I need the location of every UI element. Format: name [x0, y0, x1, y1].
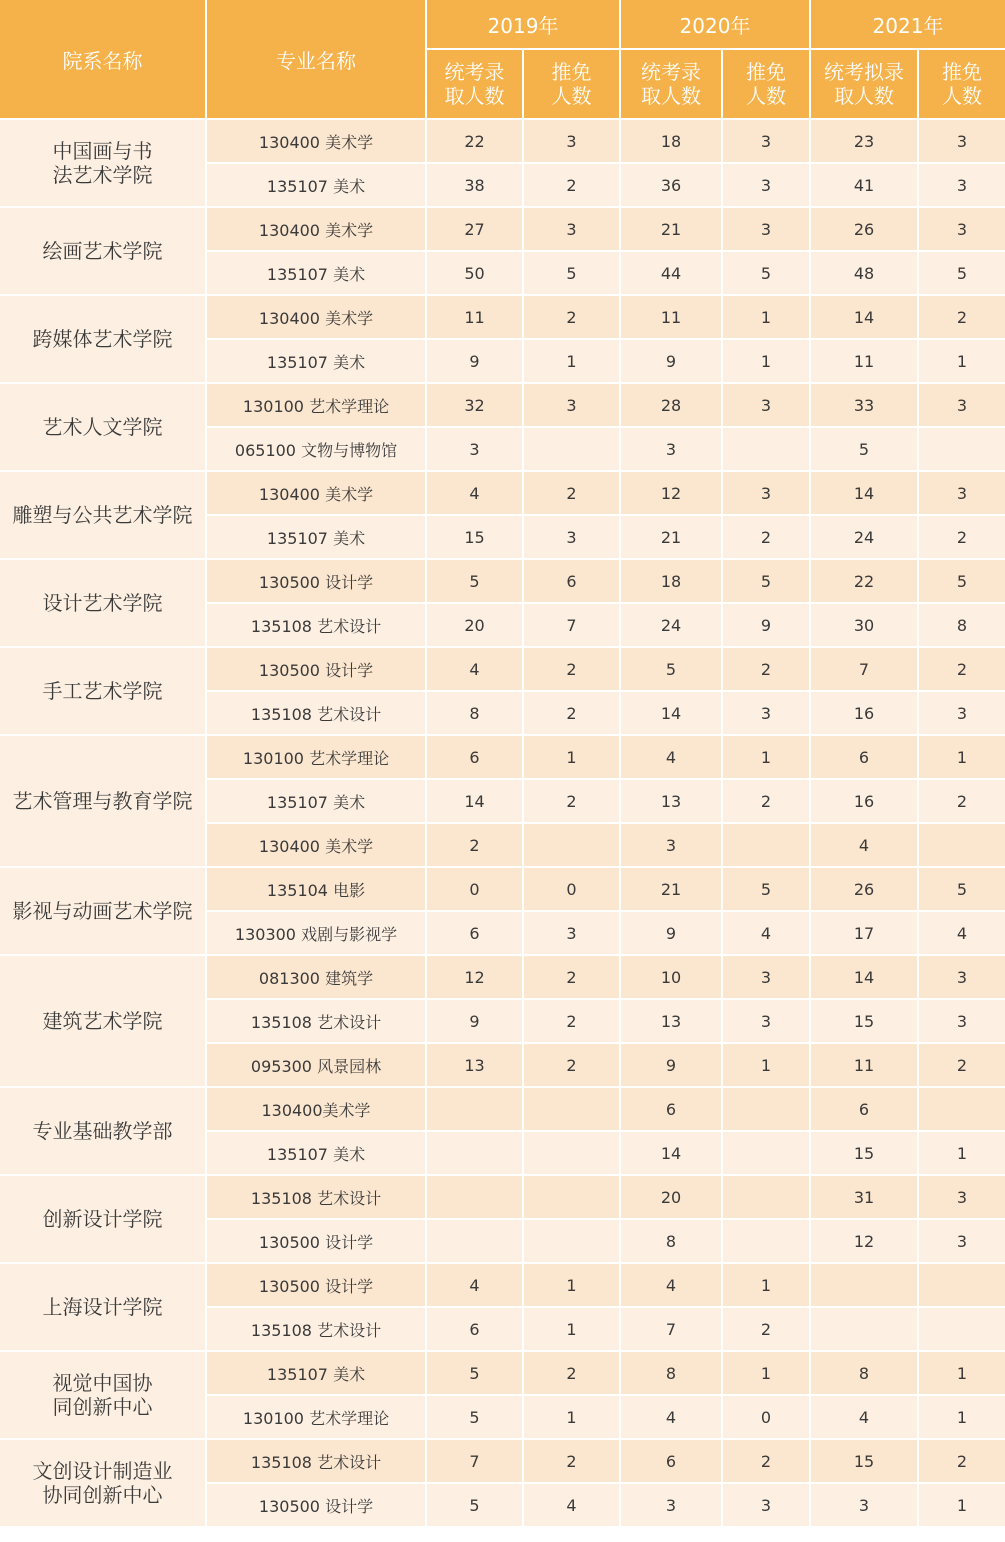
dept-name-cell — [0, 1440, 207, 1528]
value-cell: 4 — [427, 472, 524, 516]
value-cell: 5 — [919, 868, 1005, 912]
value-cell: 3 — [919, 692, 1005, 736]
dept-name-cell — [0, 208, 207, 296]
dept-name-cell — [0, 736, 207, 868]
value-cell: 3 — [919, 208, 1005, 252]
value-cell: 5 — [723, 868, 811, 912]
header-sub: 推免 人数 — [723, 50, 811, 120]
dept-name-cell — [0, 1088, 207, 1176]
major-cell: 130500 设计学 — [207, 1484, 427, 1528]
major-cell: 135107 美术 — [207, 1132, 427, 1176]
value-cell: 2 — [723, 1308, 811, 1352]
value-cell: 1 — [723, 1264, 811, 1308]
value-cell — [524, 1088, 621, 1132]
value-cell: 1 — [723, 1044, 811, 1088]
value-cell: 3 — [919, 120, 1005, 164]
major-cell: 135107 美术 — [207, 252, 427, 296]
major-cell: 065100 文物与博物馆 — [207, 428, 427, 472]
value-cell: 3 — [621, 1484, 723, 1528]
dept-name-line: 法艺术学院 — [52, 163, 153, 187]
value-cell: 2 — [524, 780, 621, 824]
table-row — [0, 120, 1005, 164]
dept-name-line: 设计艺术学院 — [42, 591, 163, 615]
value-cell — [723, 428, 811, 472]
dept-name-line: 艺术管理与教育学院 — [12, 789, 193, 813]
value-cell: 9 — [621, 340, 723, 384]
major-cell: 130400 美术学 — [207, 296, 427, 340]
dept-name-line: 视觉中国协 — [52, 1371, 153, 1395]
value-cell: 15 — [811, 1132, 919, 1176]
value-cell: 8 — [621, 1352, 723, 1396]
value-cell: 9 — [723, 604, 811, 648]
value-cell: 2 — [524, 1000, 621, 1044]
dept-name-line: 中国画与书 — [52, 139, 153, 163]
value-cell: 48 — [811, 252, 919, 296]
value-cell: 7 — [811, 648, 919, 692]
value-cell — [919, 1308, 1005, 1352]
table-row — [0, 868, 1005, 912]
dept-name-line: 艺术人文学院 — [42, 415, 163, 439]
value-cell: 20 — [621, 1176, 723, 1220]
value-cell: 5 — [427, 560, 524, 604]
value-cell: 5 — [427, 1352, 524, 1396]
value-cell: 6 — [427, 1308, 524, 1352]
table-row — [0, 1352, 1005, 1396]
value-cell: 1 — [723, 736, 811, 780]
value-cell: 11 — [811, 1044, 919, 1088]
dept-name-cell — [0, 472, 207, 560]
value-cell: 2 — [919, 516, 1005, 560]
value-cell: 5 — [919, 560, 1005, 604]
dept-name-line: 文创设计制造业 — [32, 1459, 173, 1483]
value-cell: 21 — [621, 868, 723, 912]
value-cell: 30 — [811, 604, 919, 648]
value-cell: 4 — [621, 1264, 723, 1308]
value-cell: 24 — [811, 516, 919, 560]
dept-name-line: 协同创新中心 — [42, 1483, 163, 1507]
value-cell: 4 — [621, 1396, 723, 1440]
value-cell — [524, 428, 621, 472]
value-cell: 2 — [524, 472, 621, 516]
value-cell: 2 — [919, 1044, 1005, 1088]
value-cell: 7 — [621, 1308, 723, 1352]
value-cell: 7 — [524, 604, 621, 648]
value-cell: 22 — [427, 120, 524, 164]
value-cell: 2 — [427, 824, 524, 868]
major-cell: 130100 艺术学理论 — [207, 736, 427, 780]
value-cell: 10 — [621, 956, 723, 1000]
value-cell: 2 — [524, 956, 621, 1000]
major-cell: 135107 美术 — [207, 780, 427, 824]
value-cell: 14 — [621, 1132, 723, 1176]
major-cell: 135108 艺术设计 — [207, 604, 427, 648]
value-cell: 18 — [621, 560, 723, 604]
value-cell: 3 — [524, 384, 621, 428]
dept-name-cell — [0, 384, 207, 472]
value-cell: 1 — [524, 736, 621, 780]
major-cell: 135104 电影 — [207, 868, 427, 912]
value-cell: 23 — [811, 120, 919, 164]
value-cell: 1 — [723, 340, 811, 384]
major-cell: 135108 艺术设计 — [207, 1440, 427, 1484]
value-cell — [811, 1308, 919, 1352]
major-cell: 130400 美术学 — [207, 824, 427, 868]
value-cell: 3 — [919, 1176, 1005, 1220]
value-cell: 36 — [621, 164, 723, 208]
header-year-2020: 2020年 — [621, 0, 811, 50]
dept-name-cell — [0, 1352, 207, 1440]
value-cell: 14 — [621, 692, 723, 736]
value-cell: 16 — [811, 692, 919, 736]
value-cell: 28 — [621, 384, 723, 428]
value-cell: 6 — [524, 560, 621, 604]
value-cell: 3 — [919, 956, 1005, 1000]
value-cell: 1 — [919, 1132, 1005, 1176]
value-cell: 2 — [524, 296, 621, 340]
major-cell: 130500 设计学 — [207, 1220, 427, 1264]
value-cell: 15 — [811, 1000, 919, 1044]
value-cell: 7 — [427, 1440, 524, 1484]
value-cell: 38 — [427, 164, 524, 208]
value-cell: 8 — [811, 1352, 919, 1396]
major-cell: 130400 美术学 — [207, 472, 427, 516]
value-cell — [427, 1176, 524, 1220]
major-cell: 095300 风景园林 — [207, 1044, 427, 1088]
value-cell: 3 — [723, 164, 811, 208]
major-cell: 135107 美术 — [207, 164, 427, 208]
major-cell: 130100 艺术学理论 — [207, 384, 427, 428]
header-dept: 院系名称 — [0, 0, 207, 120]
value-cell: 12 — [621, 472, 723, 516]
value-cell: 14 — [811, 472, 919, 516]
table-row — [0, 560, 1005, 604]
value-cell — [524, 824, 621, 868]
value-cell: 15 — [427, 516, 524, 560]
table-row — [0, 648, 1005, 692]
value-cell: 50 — [427, 252, 524, 296]
major-cell: 135108 艺术设计 — [207, 692, 427, 736]
value-cell: 0 — [723, 1396, 811, 1440]
value-cell: 2 — [524, 1440, 621, 1484]
major-cell: 130500 设计学 — [207, 560, 427, 604]
value-cell: 1 — [919, 340, 1005, 384]
major-cell: 130500 设计学 — [207, 648, 427, 692]
value-cell: 1 — [723, 1352, 811, 1396]
value-cell — [811, 1264, 919, 1308]
value-cell: 2 — [524, 164, 621, 208]
dept-name-cell — [0, 560, 207, 648]
value-cell: 2 — [919, 648, 1005, 692]
table-row — [0, 1440, 1005, 1484]
value-cell: 3 — [524, 208, 621, 252]
value-cell: 5 — [621, 648, 723, 692]
value-cell: 9 — [621, 912, 723, 956]
value-cell: 6 — [427, 912, 524, 956]
value-cell: 3 — [524, 516, 621, 560]
value-cell: 2 — [723, 516, 811, 560]
major-cell: 135108 艺术设计 — [207, 1000, 427, 1044]
table-header — [0, 0, 1005, 120]
major-cell: 081300 建筑学 — [207, 956, 427, 1000]
value-cell: 3 — [723, 1000, 811, 1044]
value-cell: 3 — [621, 824, 723, 868]
value-cell — [919, 1088, 1005, 1132]
value-cell: 3 — [524, 912, 621, 956]
table-row — [0, 736, 1005, 780]
value-cell: 6 — [621, 1440, 723, 1484]
value-cell: 3 — [723, 208, 811, 252]
major-cell: 130400 美术学 — [207, 208, 427, 252]
value-cell — [723, 824, 811, 868]
value-cell: 9 — [427, 1000, 524, 1044]
value-cell: 8 — [919, 604, 1005, 648]
value-cell: 14 — [811, 956, 919, 1000]
value-cell: 4 — [427, 648, 524, 692]
value-cell — [524, 1220, 621, 1264]
value-cell — [524, 1132, 621, 1176]
value-cell: 3 — [524, 120, 621, 164]
value-cell: 1 — [919, 736, 1005, 780]
table-row — [0, 1176, 1005, 1220]
dept-name-line: 跨媒体艺术学院 — [32, 327, 173, 351]
header-sub: 统考拟录 取人数 — [811, 50, 919, 120]
value-cell — [919, 1264, 1005, 1308]
value-cell: 3 — [811, 1484, 919, 1528]
major-cell: 130500 设计学 — [207, 1264, 427, 1308]
value-cell: 5 — [811, 428, 919, 472]
value-cell — [919, 428, 1005, 472]
value-cell: 21 — [621, 516, 723, 560]
dept-name-line: 创新设计学院 — [42, 1207, 163, 1231]
value-cell: 2 — [919, 1440, 1005, 1484]
table-row — [0, 956, 1005, 1000]
value-cell: 4 — [621, 736, 723, 780]
value-cell: 5 — [723, 560, 811, 604]
value-cell: 17 — [811, 912, 919, 956]
value-cell: 26 — [811, 208, 919, 252]
value-cell: 4 — [811, 824, 919, 868]
value-cell: 16 — [811, 780, 919, 824]
header-sub: 统考录 取人数 — [621, 50, 723, 120]
major-cell: 135107 美术 — [207, 340, 427, 384]
dept-name-cell — [0, 956, 207, 1088]
dept-name-line: 专业基础教学部 — [32, 1119, 173, 1143]
value-cell — [723, 1176, 811, 1220]
major-cell: 135107 美术 — [207, 516, 427, 560]
major-cell: 130300 戏剧与影视学 — [207, 912, 427, 956]
value-cell: 27 — [427, 208, 524, 252]
value-cell: 1 — [723, 296, 811, 340]
value-cell: 1 — [919, 1484, 1005, 1528]
value-cell — [723, 1220, 811, 1264]
value-cell: 13 — [621, 780, 723, 824]
value-cell: 2 — [524, 1044, 621, 1088]
major-cell: 135108 艺术设计 — [207, 1176, 427, 1220]
value-cell: 21 — [621, 208, 723, 252]
header-major: 专业名称 — [207, 0, 427, 120]
value-cell: 15 — [811, 1440, 919, 1484]
major-cell: 135108 艺术设计 — [207, 1308, 427, 1352]
value-cell: 13 — [427, 1044, 524, 1088]
header-sub: 推免 人数 — [524, 50, 621, 120]
value-cell: 1 — [524, 340, 621, 384]
value-cell: 1 — [919, 1396, 1005, 1440]
value-cell — [723, 1088, 811, 1132]
value-cell: 2 — [723, 648, 811, 692]
value-cell: 1 — [919, 1352, 1005, 1396]
value-cell: 0 — [524, 868, 621, 912]
dept-name-line: 建筑艺术学院 — [42, 1009, 163, 1033]
value-cell: 32 — [427, 384, 524, 428]
value-cell: 4 — [723, 912, 811, 956]
value-cell: 2 — [723, 780, 811, 824]
value-cell: 4 — [811, 1396, 919, 1440]
value-cell: 5 — [427, 1484, 524, 1528]
value-cell: 11 — [427, 296, 524, 340]
value-cell: 1 — [524, 1264, 621, 1308]
value-cell: 12 — [427, 956, 524, 1000]
value-cell: 3 — [919, 1000, 1005, 1044]
dept-name-line: 同创新中心 — [52, 1395, 153, 1419]
value-cell: 44 — [621, 252, 723, 296]
table-row — [0, 208, 1005, 252]
major-cell: 130400 美术学 — [207, 120, 427, 164]
value-cell: 4 — [524, 1484, 621, 1528]
value-cell: 12 — [811, 1220, 919, 1264]
value-cell — [723, 1132, 811, 1176]
dept-name-cell — [0, 868, 207, 956]
value-cell: 26 — [811, 868, 919, 912]
dept-name-cell — [0, 1264, 207, 1352]
value-cell: 13 — [621, 1000, 723, 1044]
value-cell: 33 — [811, 384, 919, 428]
major-cell: 130100 艺术学理论 — [207, 1396, 427, 1440]
value-cell: 3 — [919, 1220, 1005, 1264]
table-row — [0, 1264, 1005, 1308]
major-cell: 130400美术学 — [207, 1088, 427, 1132]
value-cell: 3 — [919, 384, 1005, 428]
value-cell: 4 — [427, 1264, 524, 1308]
dept-name-cell — [0, 1176, 207, 1264]
value-cell: 8 — [621, 1220, 723, 1264]
value-cell: 9 — [427, 340, 524, 384]
value-cell: 5 — [723, 252, 811, 296]
value-cell: 3 — [919, 472, 1005, 516]
dept-name-line: 上海设计学院 — [42, 1295, 163, 1319]
value-cell — [427, 1088, 524, 1132]
major-cell: 135107 美术 — [207, 1352, 427, 1396]
value-cell: 6 — [811, 736, 919, 780]
header-sub: 推免 人数 — [919, 50, 1005, 120]
value-cell: 3 — [427, 428, 524, 472]
dept-name-line: 雕塑与公共艺术学院 — [12, 503, 193, 527]
table-row — [0, 472, 1005, 516]
value-cell: 8 — [427, 692, 524, 736]
header-year-2021: 2021年 — [811, 0, 1005, 50]
value-cell: 3 — [919, 164, 1005, 208]
value-cell: 6 — [427, 736, 524, 780]
value-cell: 4 — [919, 912, 1005, 956]
value-cell: 6 — [811, 1088, 919, 1132]
header-sub: 统考录 取人数 — [427, 50, 524, 120]
value-cell: 1 — [524, 1396, 621, 1440]
table-row — [0, 296, 1005, 340]
value-cell: 20 — [427, 604, 524, 648]
value-cell: 3 — [723, 384, 811, 428]
dept-name-cell — [0, 648, 207, 736]
value-cell: 3 — [723, 472, 811, 516]
value-cell: 2 — [919, 780, 1005, 824]
dept-name-cell — [0, 120, 207, 208]
value-cell: 14 — [427, 780, 524, 824]
value-cell: 3 — [723, 692, 811, 736]
value-cell — [524, 1176, 621, 1220]
header-year-2019: 2019年 — [427, 0, 621, 50]
value-cell: 5 — [427, 1396, 524, 1440]
value-cell: 2 — [524, 1352, 621, 1396]
value-cell: 2 — [524, 648, 621, 692]
dept-name-line: 手工艺术学院 — [42, 679, 163, 703]
table-body — [0, 120, 1005, 1528]
value-cell: 3 — [723, 120, 811, 164]
value-cell: 9 — [621, 1044, 723, 1088]
value-cell: 5 — [524, 252, 621, 296]
value-cell: 5 — [919, 252, 1005, 296]
value-cell: 0 — [427, 868, 524, 912]
value-cell: 2 — [524, 692, 621, 736]
value-cell: 14 — [811, 296, 919, 340]
value-cell: 3 — [621, 428, 723, 472]
value-cell — [427, 1132, 524, 1176]
value-cell: 6 — [621, 1088, 723, 1132]
value-cell: 2 — [723, 1440, 811, 1484]
value-cell: 31 — [811, 1176, 919, 1220]
value-cell: 3 — [723, 956, 811, 1000]
value-cell: 11 — [811, 340, 919, 384]
dept-name-cell — [0, 296, 207, 384]
value-cell — [919, 824, 1005, 868]
value-cell — [427, 1220, 524, 1264]
table-row — [0, 1088, 1005, 1132]
value-cell: 11 — [621, 296, 723, 340]
dept-name-line: 绘画艺术学院 — [42, 239, 163, 263]
value-cell: 24 — [621, 604, 723, 648]
dept-name-line: 影视与动画艺术学院 — [12, 899, 193, 923]
value-cell: 3 — [723, 1484, 811, 1528]
value-cell: 1 — [524, 1308, 621, 1352]
value-cell: 18 — [621, 120, 723, 164]
value-cell: 22 — [811, 560, 919, 604]
value-cell: 2 — [919, 296, 1005, 340]
value-cell: 41 — [811, 164, 919, 208]
table-row — [0, 384, 1005, 428]
